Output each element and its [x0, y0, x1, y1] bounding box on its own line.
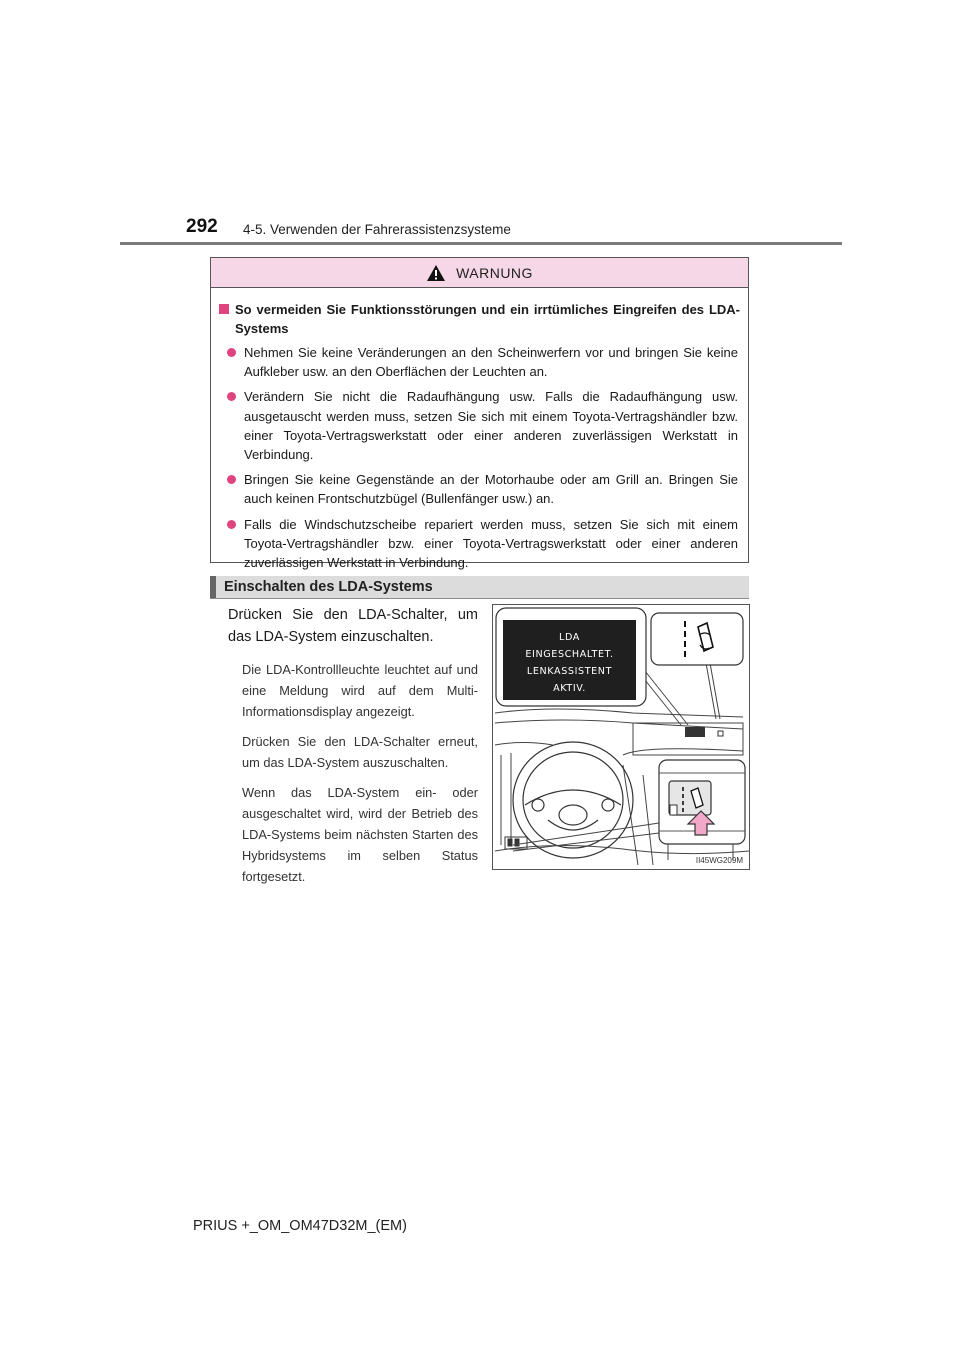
- instruction-column: [228, 604, 478, 896]
- section-heading-text: Einschalten des LDA-Systems: [224, 579, 433, 595]
- warning-title: WARNUNG: [456, 264, 533, 281]
- steering-wheel-icon: [513, 742, 633, 858]
- figure-code: II45WG209M: [695, 856, 743, 865]
- warning-box: [210, 257, 749, 571]
- warning-item: [219, 387, 740, 464]
- footer-model: PRIUS +_OM_OM47D32M_(EM): [193, 1218, 407, 1234]
- section-heading-accent: [210, 576, 216, 598]
- warning-header: [211, 258, 748, 288]
- display-line: EINGESCHALTET.: [525, 649, 614, 660]
- display-line: LENKASSISTENT: [526, 666, 613, 677]
- chapter-title: 4-5. Verwenden der Fahrerassistenzsysteme: [243, 222, 511, 237]
- instruction-note: Drücken Sie den LDA-Schalter erneut, um das LDA-System auszuschalten.: [242, 734, 478, 770]
- warning-item: [219, 343, 740, 381]
- warning-item-text: Falls die Windschutzscheibe repariert werden muss, setzen Sie sich mit einem Toyota-Vertragshändler bzw. einer Toyota-Vertragswerkstatt oder einer anderen zuverlässigen Werkstatt in Verbindung.: [244, 516, 738, 571]
- warning-item: [219, 515, 740, 573]
- lda-switch-icon: [669, 781, 711, 815]
- instruction-note: Die LDA-Kontrollleuchte leuchtet auf und eine Meldung wird auf dem Multi-Informationsdisplay angezeigt.: [242, 662, 478, 719]
- warning-body: [211, 288, 748, 572]
- lda-illustration: [492, 604, 750, 870]
- dot-bullet-icon: [227, 392, 236, 401]
- header-rule: [120, 242, 842, 245]
- warning-heading: [219, 300, 740, 338]
- warning-heading-text: So vermeiden Sie Funktionsstörungen und ein irrtümliches Eingreifen des LDA-Systems: [235, 302, 740, 336]
- warning-item-text: Bringen Sie keine Gegenstände an der Motorhaube oder am Grill an. Bringen Sie auch keinen Frontschutzbügel (Bullenfänger usw.) an.: [244, 472, 738, 507]
- instruction-lead: Drücken Sie den LDA-Schalter, um das LDA-System einzuschalten.: [228, 607, 478, 645]
- dot-bullet-icon: [227, 520, 236, 529]
- display-line: AKTIV.: [553, 683, 586, 694]
- warning-triangle-icon: [426, 264, 446, 282]
- square-bullet-icon: [219, 304, 229, 314]
- section-heading: [210, 576, 749, 599]
- dashboard-drawing: [493, 605, 749, 869]
- warning-item-text: Verändern Sie nicht die Radaufhängung usw. Falls die Radaufhängung usw. ausgetauscht werden muss, setzen Sie sich mit einem Toyota-Vertragshändler bzw. einer Toyota-Vertragswerkstatt oder einer anderen zuverlässigen Werkstatt in Verbindung.: [244, 389, 738, 463]
- dot-bullet-icon: [227, 348, 236, 357]
- display-line: LDA: [559, 632, 580, 643]
- warning-item-text: Nehmen Sie keine Veränderungen an den Scheinwerfern vor und bringen Sie keine Aufkleber usw. an den Oberflächen der Leuchten an.: [244, 345, 738, 380]
- page-number: 292: [186, 216, 218, 237]
- dot-bullet-icon: [227, 475, 236, 484]
- indicator-callout: [651, 613, 743, 665]
- instruction-note: Wenn das LDA-System ein- oder ausgeschaltet wird, wird der Betrieb des LDA-Systems beim nächsten Starten des Hybridsystems im selben Status fortgesetzt.: [242, 785, 478, 884]
- multi-information-display-icon: [685, 727, 705, 737]
- warning-item: [219, 470, 740, 508]
- warning-list: [219, 343, 740, 572]
